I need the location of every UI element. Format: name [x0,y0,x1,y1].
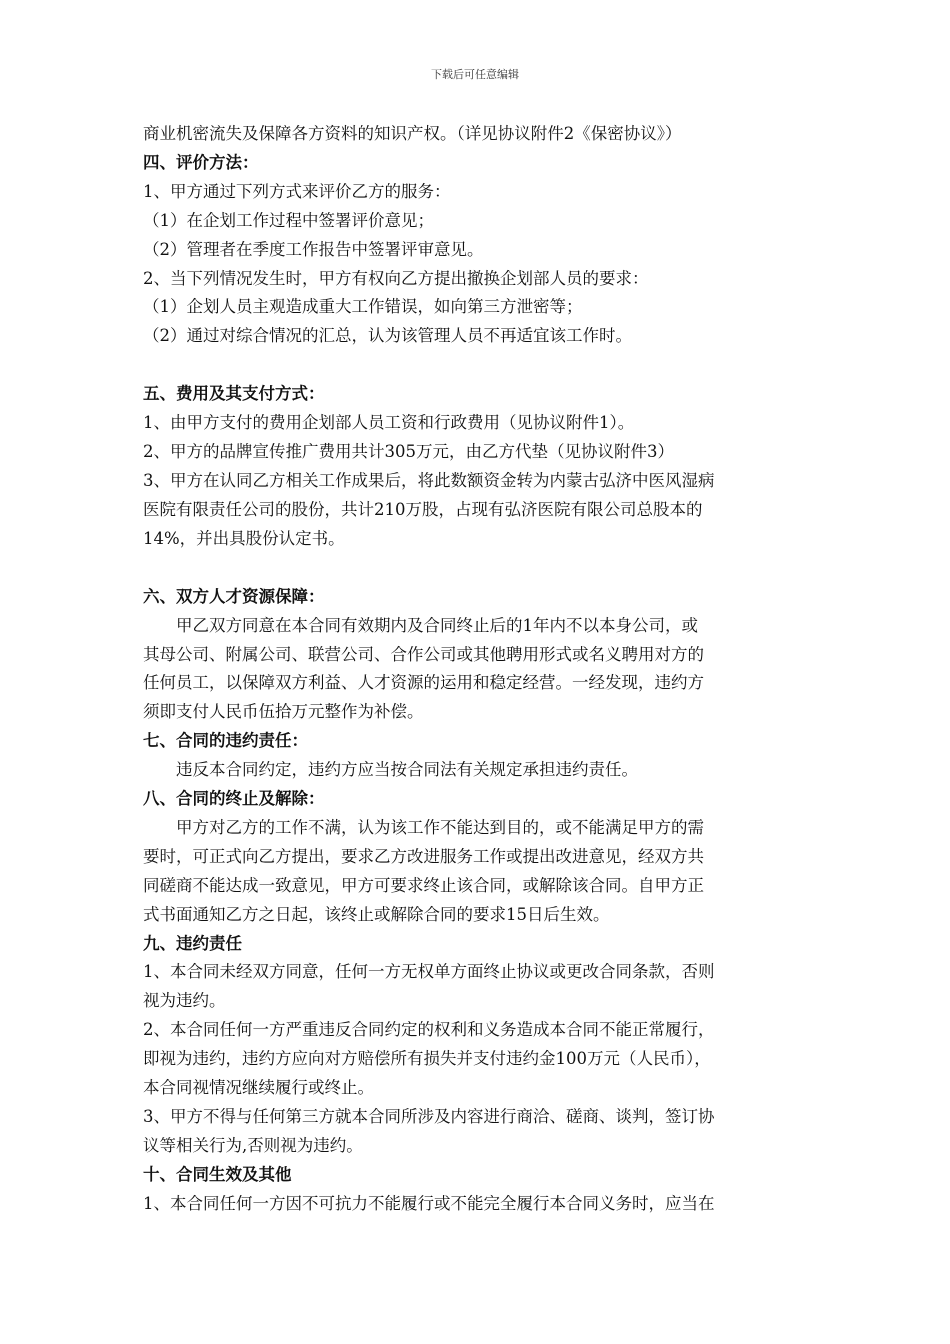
paragraph-line: 即视为违约，违约方应向对方赔偿所有损失并支付违约金100万元（人民币）， [143,1049,711,1069]
blank-line [143,351,813,380]
paragraph-line: 要时，可正式向乙方提出，要求乙方改进服务工作或提出改进意见，经双方共 [143,846,704,866]
paragraph-line: 违反本合同约定，违约方应当按合同法有关规定承担违约责任。 [176,760,638,780]
paragraph-line: 商业机密流失及保障各方资料的知识产权。（详见协议附件2《保密协议》） [143,124,682,143]
section-heading: 九、违约责任 [143,933,242,953]
paragraph-line: （1）企划人员主观造成重大工作错误，如向第三方泄密等； [143,297,583,317]
paragraph-line: 视为违约。 [143,991,226,1011]
paragraph-line: 医院有限责任公司的股份，共计210万股，占现有弘济医院有限公司总股本的 [143,499,703,519]
paragraph-line: 1、本合同未经双方同意，任何一方无权单方面终止协议或更改合同条款，否则 [143,962,715,982]
paragraph-line: 议等相关行为,否则视为违约。 [143,1135,363,1155]
paragraph-line: 同磋商不能达成一致意见，甲方可要求终止该合同，或解除该合同。自甲方正 [143,875,704,895]
paragraph-line: （1）在企划工作过程中签署评价意见； [143,210,434,230]
paragraph-line: 1、甲方通过下列方式来评价乙方的服务： [143,181,451,201]
paragraph-line: 3、甲方在认同乙方相关工作成果后，将此数额资金转为内蒙古弘济中医风湿病 [143,470,715,490]
section-heading: 八、合同的终止及解除： [143,789,325,809]
section-heading: 六、双方人才资源保障： [143,586,325,606]
paragraph-line: 须即支付人民币伍拾万元整作为补偿。 [143,702,424,722]
paragraph-line: 甲乙双方同意在本合同有效期内及合同终止后的1年内不以本身公司，或 [176,615,698,635]
paragraph-line: （2）管理者在季度工作报告中签署评审意见。 [143,239,484,259]
paragraph-line: 2、本合同任何一方严重违反合同约定的权利和义务造成本合同不能正常履行， [143,1020,715,1040]
paragraph-line: 任何员工，以保障双方利益、人才资源的运用和稳定经营。一经发现，违约方 [143,673,704,693]
paragraph-line: 14%，并出具股份认定书。 [143,528,345,548]
section-heading: 五、费用及其支付方式： [143,384,325,404]
paragraph-line: 其母公司、附属公司、联营公司、合作公司或其他聘用形式或名义聘用对方的 [143,644,704,664]
paragraph-line: 式书面通知乙方之日起，该终止或解除合同的要求15日后生效。 [143,904,610,924]
section-heading: 十、合同生效及其他 [143,1164,292,1184]
document-body [143,120,813,1219]
paragraph-line: 2、当下列情况发生时，甲方有权向乙方提出撤换企划部人员的要求： [143,268,649,288]
paragraph-line: （2）通过对综合情况的汇总，认为该管理人员不再适宜该工作时。 [143,326,632,346]
paragraph-line: 2、甲方的品牌宣传推广费用共计305万元，由乙方代垫（见协议附件3） [143,442,674,462]
section-heading: 七、合同的违约责任： [143,731,308,751]
paragraph-line: 1、本合同任何一方因不可抗力不能履行或不能完全履行本合同义务时，应当在 [143,1193,715,1213]
paragraph-line: 本合同视情况继续履行或终止。 [143,1078,374,1098]
section-heading: 四、评价方法： [143,152,259,172]
page-header: 下载后可任意编辑 [431,68,519,81]
paragraph-line: 3、甲方不得与任何第三方就本合同所涉及内容进行商洽、磋商、谈判，签订协 [143,1107,715,1126]
blank-line [143,554,813,583]
paragraph-line: 1、由甲方支付的费用企划部人员工资和行政费用（见协议附件1）。 [143,413,635,433]
paragraph-line: 甲方对乙方的工作不满，认为该工作不能达到目的，或不能满足甲方的需 [176,817,704,837]
